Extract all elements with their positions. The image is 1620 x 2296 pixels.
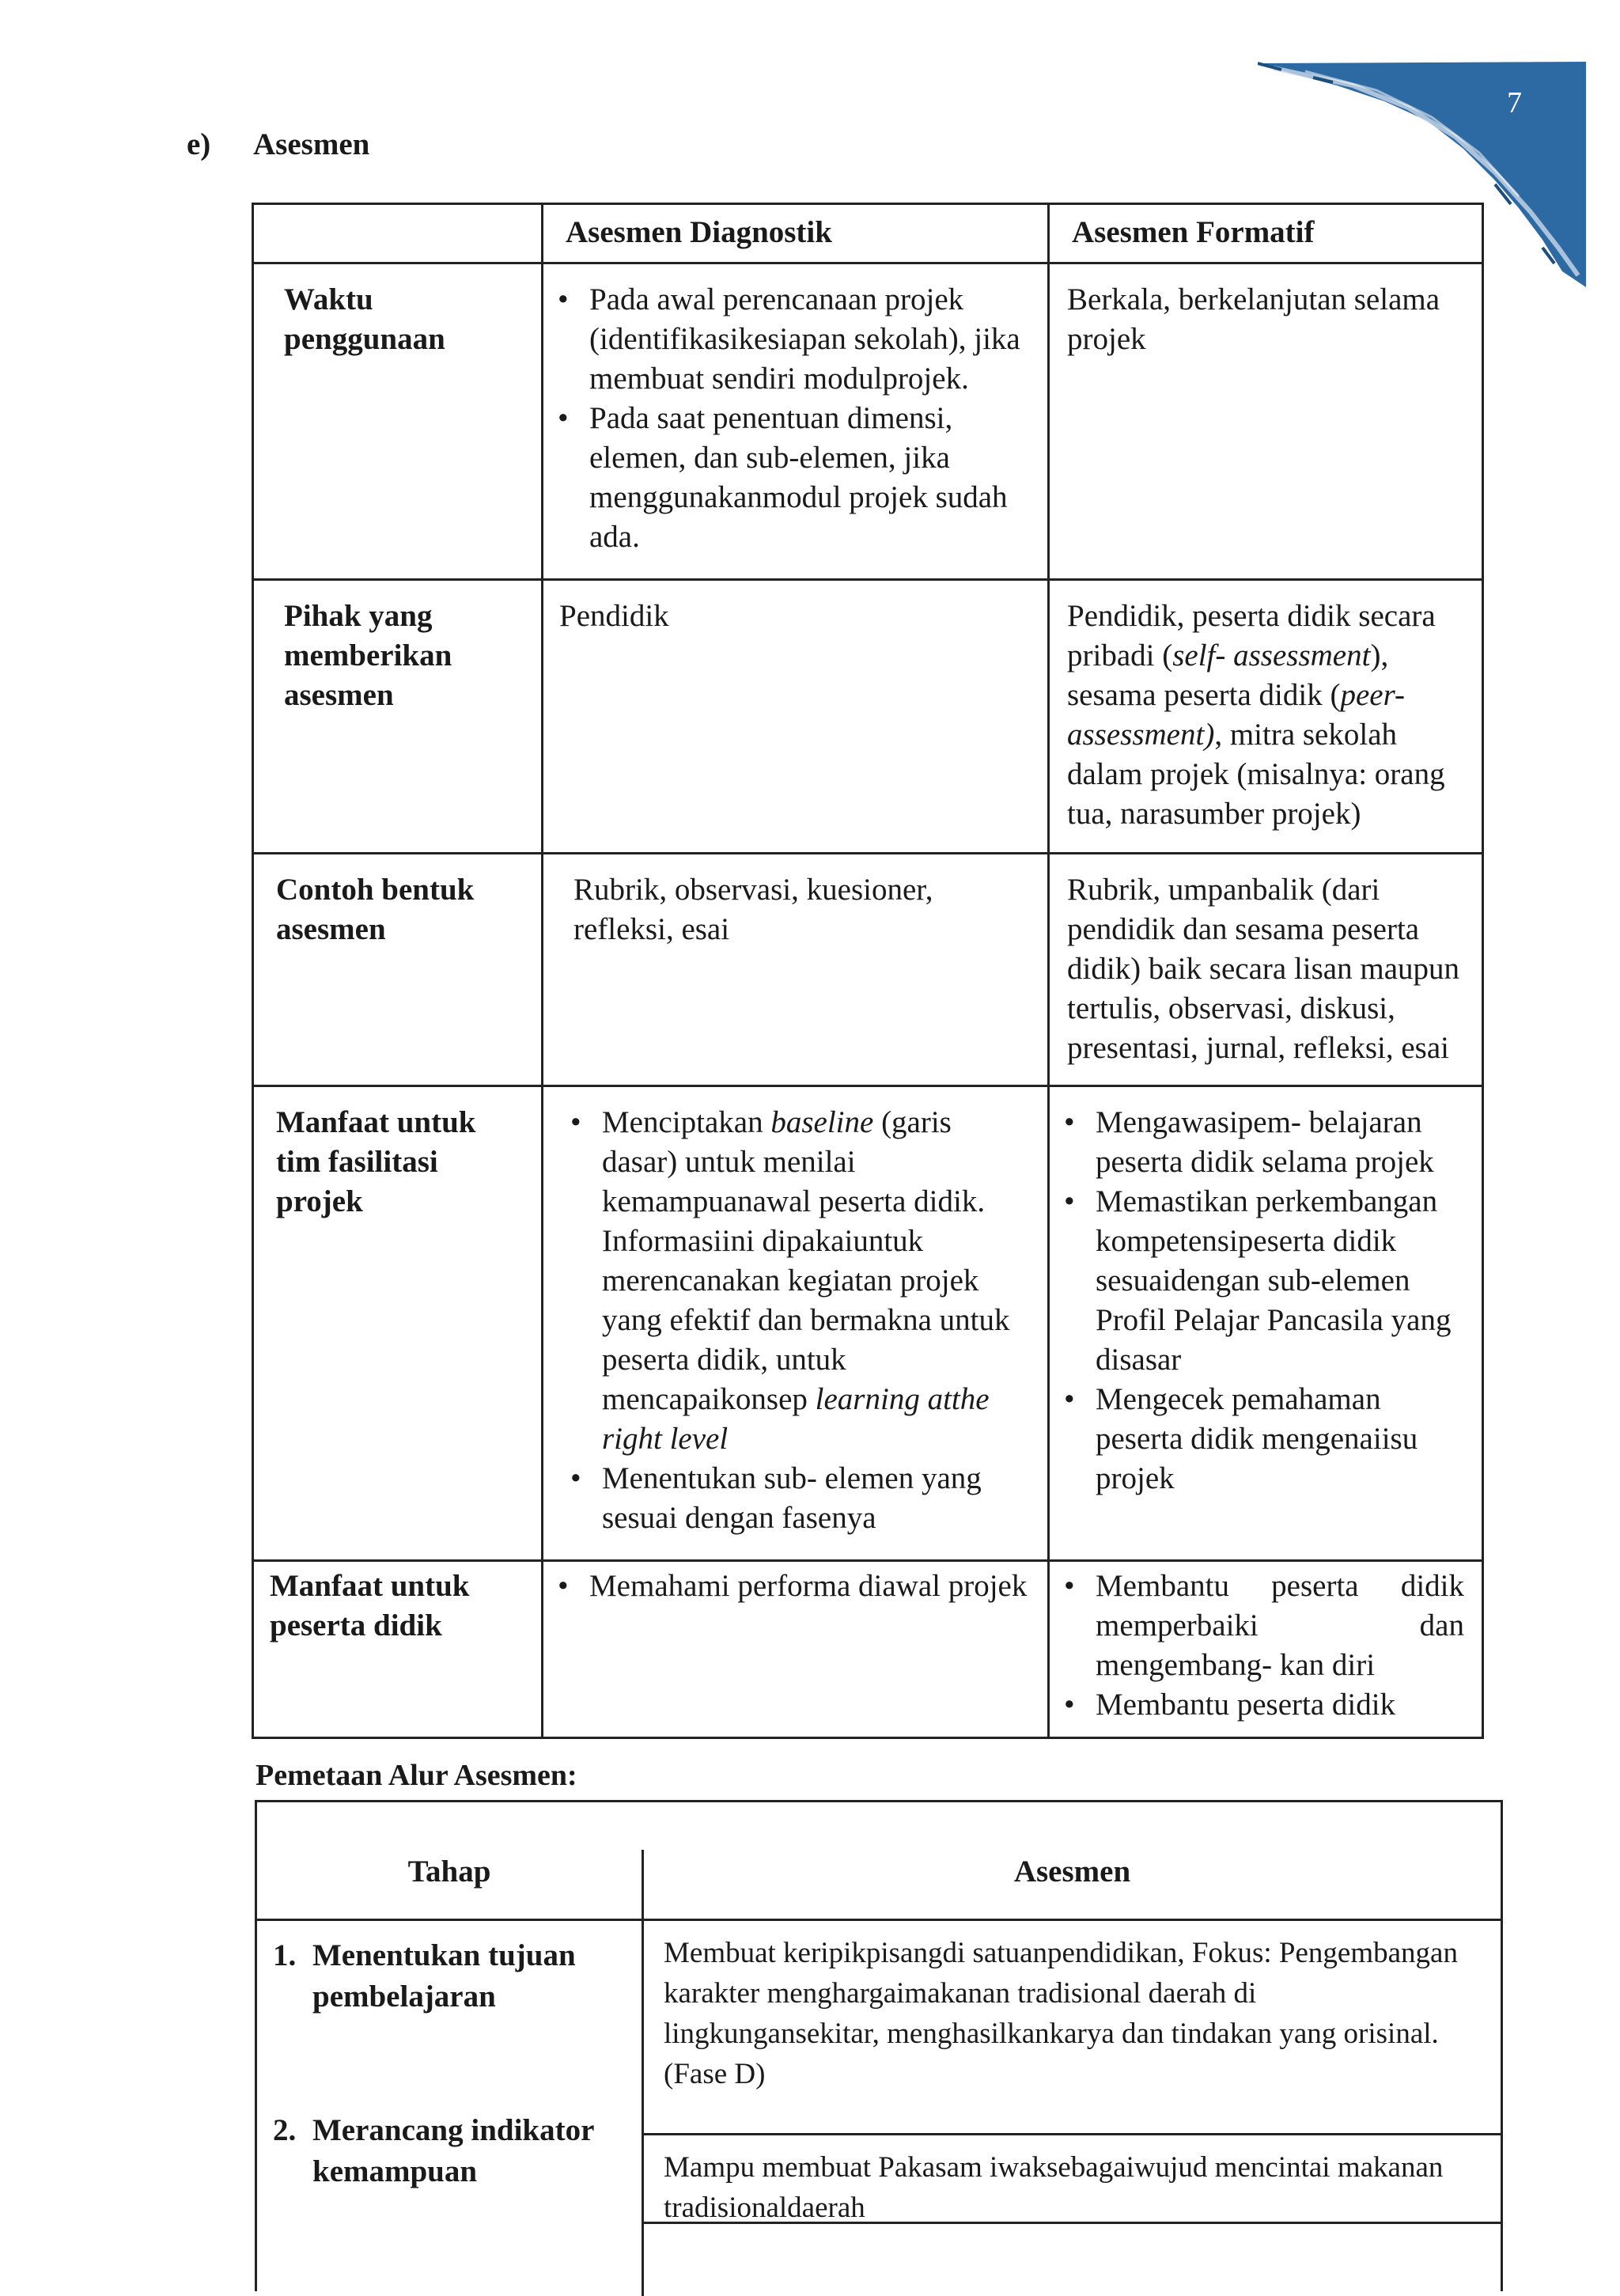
table-row bbox=[253, 1561, 1483, 1738]
assessment-comparison-table bbox=[252, 203, 1484, 1739]
list-item: • Memastikan perkembangan kompetensipeserta didik sesuaidengan sub-elemen Profil Pelajar Pancasila yang disasar bbox=[1061, 1182, 1464, 1380]
list-item: • Mengecek pemahaman peserta didik mengenaiisu projek bbox=[1061, 1380, 1464, 1498]
stage-number: 1. bbox=[273, 1938, 297, 1972]
assessment-flow-table bbox=[255, 1800, 1503, 2291]
section-heading bbox=[187, 127, 369, 162]
list-item: • Pada awal perencanaan projek (identifikasikesiapan sekolah), jika membuat sendiri modulprojek. bbox=[555, 280, 1030, 399]
list-item: • Mengawasipem- belajaran peserta didik selama projek bbox=[1061, 1103, 1464, 1182]
stage-title: Merancang indikator kemampuan bbox=[312, 2113, 594, 2188]
formative-cell: Pendidik, peserta didik secara pribadi (self- assessment), sesama peserta didik (peer-assessment), mitra sekolah dalam projek (misalnya: orang tua, narasumber projek) bbox=[1049, 580, 1483, 854]
table-row bbox=[253, 263, 1483, 580]
row-divider bbox=[642, 2133, 1501, 2135]
header-diagnostic: Asesmen Diagnostik bbox=[543, 204, 1049, 263]
list-item: • Membantu peserta didik memperbaiki dan mengembang- kan diri bbox=[1061, 1567, 1464, 1685]
stage-number: 2. bbox=[273, 2113, 297, 2147]
list-item: • Memahami performa diawal projek bbox=[555, 1567, 1030, 1606]
table-row bbox=[253, 580, 1483, 854]
section-title: Asesmen bbox=[253, 127, 370, 161]
row-label: Pihak yang memberikan asesmen bbox=[253, 580, 543, 854]
row-label: Manfaat untuk tim fasilitasi projek bbox=[253, 1086, 543, 1561]
flow-caption: Pemetaan Alur Asesmen: bbox=[255, 1759, 577, 1792]
diagnostic-cell bbox=[543, 1086, 1049, 1561]
stage-item bbox=[273, 1935, 621, 2018]
stage-title: Menentukan tujuan pembelajaran bbox=[312, 1938, 576, 2014]
formative-cell: Berkala, berkelanjutan selama projek bbox=[1049, 263, 1483, 580]
list-item: • Menciptakan baseline (garis dasar) untuk menilai kemampuanawal peserta didik. Informasiini dipakaiuntuk merencanakan kegiatan projek yang efektif dan bermakna untuk peserta didik, untuk mencapaikonsep learning atthe right level bbox=[567, 1103, 1030, 1459]
row-label: Manfaat untuk peserta didik bbox=[253, 1561, 543, 1738]
column-divider bbox=[642, 1850, 644, 2296]
page-corner-graphic bbox=[1258, 62, 1586, 287]
diagnostic-cell bbox=[543, 1561, 1049, 1738]
header-empty bbox=[253, 204, 543, 263]
header-formative: Asesmen Formatif bbox=[1049, 204, 1483, 263]
diagnostic-cell: Rubrik, observasi, kuesioner, refleksi, esai bbox=[543, 854, 1049, 1086]
table-row bbox=[253, 1086, 1483, 1561]
header-stage: Tahap bbox=[407, 1855, 491, 1889]
stage-assessment: Membuat keripikpisangdi satuanpendidikan, Fokus: Pengembangan karakter menghargaimakanan tradisional daerah di lingkungansekitar, menghasilkankarya dan tindakan yang orisinal. (Fase D) bbox=[664, 1937, 1458, 2090]
table-row bbox=[253, 854, 1483, 1086]
formative-cell bbox=[1049, 1086, 1483, 1561]
page-number: 7 bbox=[1507, 86, 1522, 119]
list-item: • Membantu peserta didik bbox=[1061, 1685, 1464, 1725]
header-assessment: Asesmen bbox=[1013, 1855, 1131, 1889]
list-item: • Pada saat penentuan dimensi, elemen, dan sub-elemen, jika menggunakanmodul projek sudah ada. bbox=[555, 399, 1030, 557]
row-divider bbox=[257, 1919, 1501, 1921]
formative-cell: Rubrik, umpanbalik (dari pendidik dan sesama peserta didik) baik secara lisan maupun tertulis, observasi, diskusi, presentasi, jurnal, refleksi, esai bbox=[1049, 854, 1483, 1086]
stage-assessment: Mampu membuat Pakasam iwaksebagaiwujud mencintai makanan tradisionaldaerah bbox=[664, 2151, 1444, 2224]
formative-cell bbox=[1049, 1561, 1483, 1738]
list-item: • Menentukan sub- elemen yang sesuai dengan fasenya bbox=[567, 1459, 1030, 1538]
diagnostic-cell bbox=[543, 263, 1049, 580]
section-number: e) bbox=[187, 127, 211, 161]
row-label: Waktu penggunaan bbox=[253, 263, 543, 580]
diagnostic-cell: Pendidik bbox=[543, 580, 1049, 854]
stage-item bbox=[273, 2110, 621, 2192]
row-label: Contoh bentuk asesmen bbox=[253, 854, 543, 1086]
